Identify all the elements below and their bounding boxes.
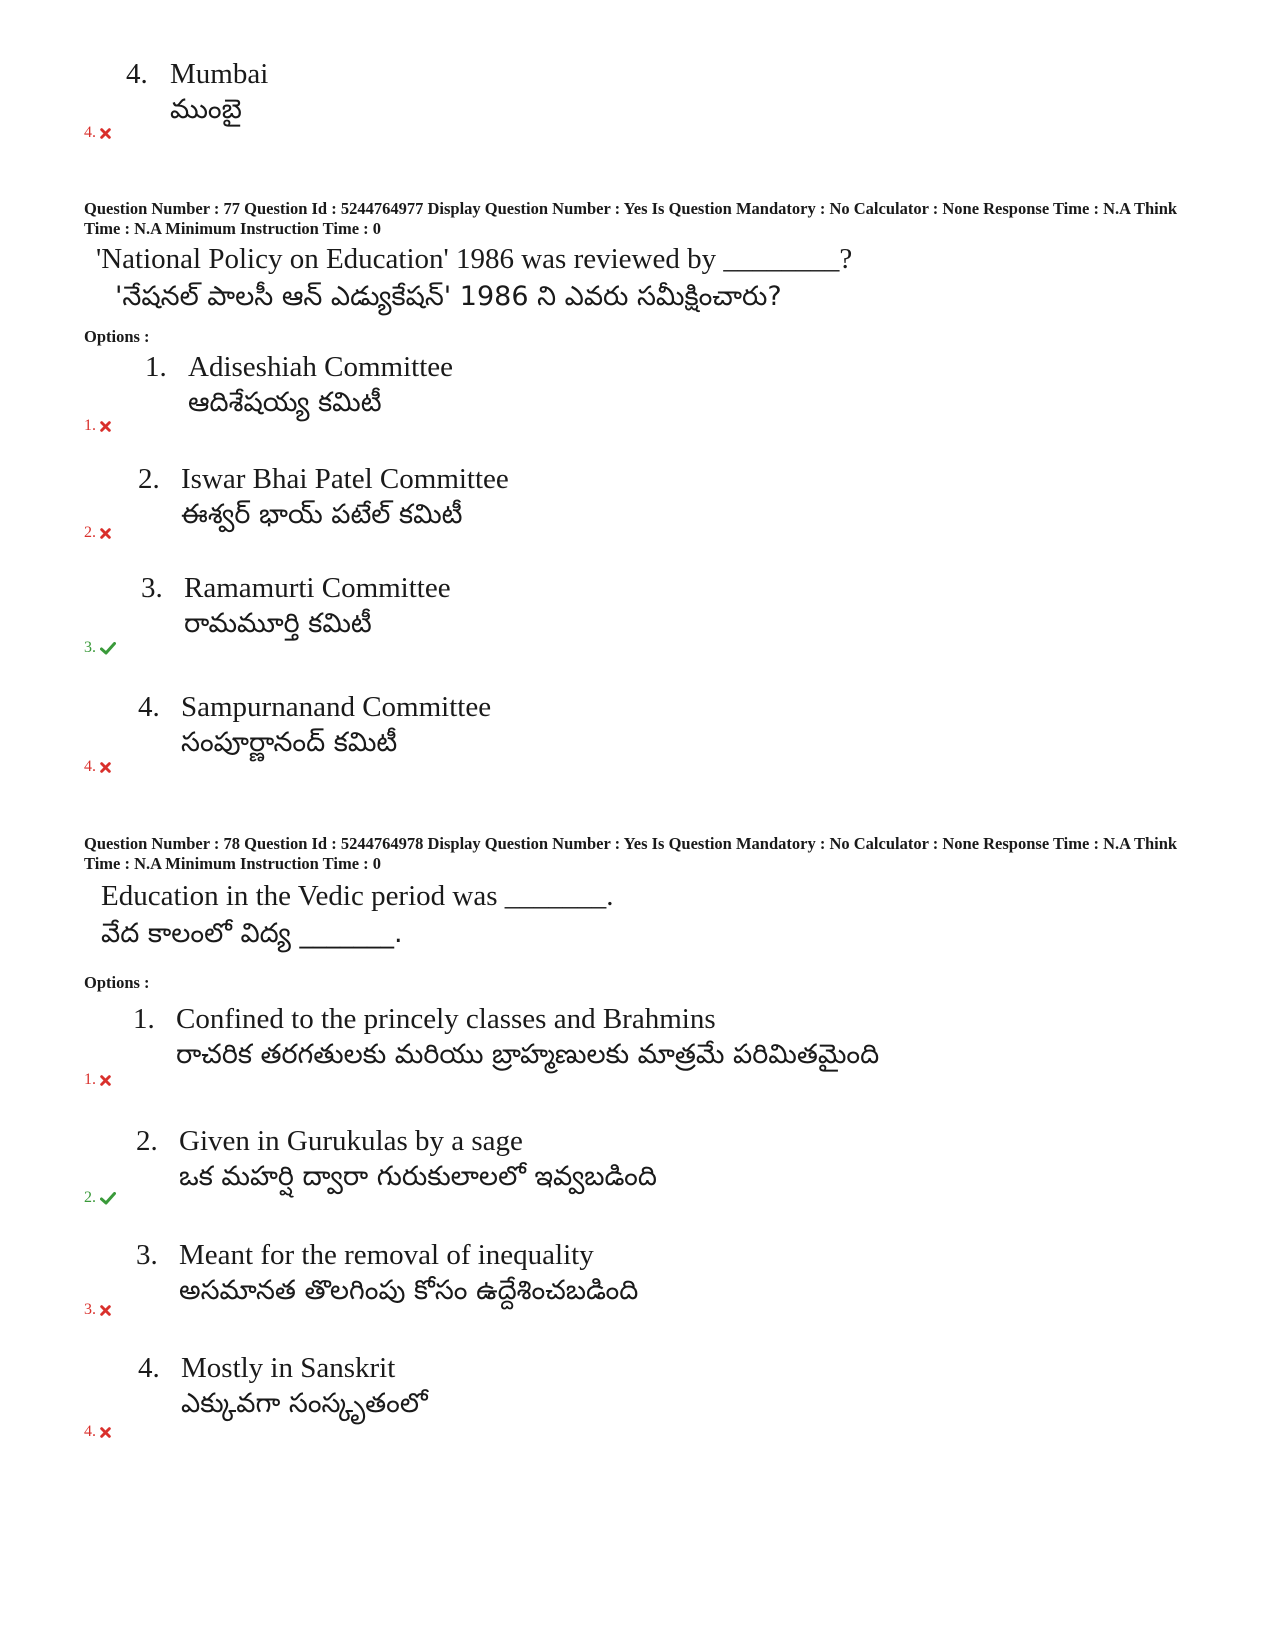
cross-icon [100,128,111,139]
prev-option-4-telugu: ముంబై [170,94,242,125]
q77-option-4-number: 4. [138,691,160,723]
question-77-text-english: 'National Policy on Education' 1986 was reviewed by ________? [96,243,853,275]
q78-option-1-number: 1. [133,1003,155,1035]
prev-option-4-mark [84,124,111,142]
question-78-options-label: Options : [84,973,150,992]
q77-option-3-telugu: రామమూర్తి కమిటీ [184,608,372,639]
cross-icon [100,421,111,432]
cross-icon [100,762,111,773]
cross-icon [100,1427,111,1438]
q77-option-3-english: Ramamurti Committee [184,572,451,604]
prev-option-4-english: Mumbai [170,58,269,90]
q77-option-2-number: 2. [138,463,160,495]
q77-option-4-mark-number: 4. [84,758,96,775]
q77-option-1-number: 1. [145,351,167,383]
q78-option-4-mark-number: 4. [84,1423,96,1440]
prev-option-4-mark-number: 4. [84,124,96,141]
q77-option-2-mark [84,524,111,542]
question-78-text-telugu: వేద కాలంలో విద్య _______. [101,918,403,949]
cross-icon [100,1305,111,1316]
q77-option-1-mark [84,417,111,435]
q78-option-4-english: Mostly in Sanskrit [181,1352,396,1384]
q78-option-3-mark-number: 3. [84,1301,96,1318]
q77-option-2-english: Iswar Bhai Patel Committee [181,463,509,495]
q78-option-2-mark [84,1189,116,1207]
cross-icon [100,528,111,539]
q78-option-4-mark [84,1423,111,1441]
checkmark-icon [100,1192,116,1205]
q78-option-1-mark-number: 1. [84,1071,96,1088]
q78-option-3-number: 3. [136,1239,158,1271]
q77-option-1-telugu: ఆదిశేషయ్య కమిటీ [188,387,382,418]
question-77-text-telugu: 'నేషనల్ పాలసీ ఆన్ ఎడ్యుకేషన్' 1986 ని ఎవరు సమీక్షించారు? [115,281,782,312]
q77-option-1-mark-number: 1. [84,417,96,434]
q77-option-3-mark [84,639,116,657]
checkmark-icon [100,642,116,655]
q78-option-3-telugu: అసమానత తొలగింపు కోసం ఉద్దేశించబడింది [179,1275,639,1306]
q77-option-4-mark [84,758,111,776]
q78-option-3-mark [84,1301,111,1319]
q77-option-4-english: Sampurnanand Committee [181,691,492,723]
q77-option-3-number: 3. [141,572,163,604]
prev-option-4-number: 4. [126,58,148,90]
q78-option-2-english: Given in Gurukulas by a sage [179,1125,523,1157]
q77-option-2-telugu: ఈశ్వర్ భాయ్ పటేల్ కమిటీ [181,499,463,530]
cross-icon [100,1075,111,1086]
q78-option-3-english: Meant for the removal of inequality [179,1239,594,1271]
q77-option-1-english: Adiseshiah Committee [188,351,453,383]
q77-option-4-telugu: సంపూర్ణానంద్ కమిటీ [181,727,398,758]
question-78-text-english: Education in the Vedic period was _______. [101,880,614,912]
q78-option-4-number: 4. [138,1352,160,1384]
question-77-meta: Question Number : 77 Question Id : 5244764977 Display Question Number : Yes Is Question Mandatory : No Calculator : None Response Time : N.A Think Time : N.A Minimum Instruction Time : 0 [84,199,1178,238]
q78-option-1-english: Confined to the princely classes and Brahmins [176,1003,716,1035]
q78-option-1-mark [84,1071,111,1089]
q78-option-2-mark-number: 2. [84,1189,96,1206]
q78-option-2-telugu: ఒక మహర్షి ద్వారా గురుకులాలలో ఇవ్వబడింది [179,1161,657,1192]
q77-option-3-mark-number: 3. [84,639,96,656]
question-78-meta: Question Number : 78 Question Id : 5244764978 Display Question Number : Yes Is Question Mandatory : No Calculator : None Response Time : N.A Think Time : N.A Minimum Instruction Time : 0 [84,834,1178,873]
q78-option-4-telugu: ఎక్కువగా సంస్కృతంలో [181,1388,428,1419]
question-77-options-label: Options : [84,327,150,346]
q78-option-2-number: 2. [136,1125,158,1157]
q77-option-2-mark-number: 2. [84,524,96,541]
q78-option-1-telugu: రాచరిక తరగతులకు మరియు బ్రాహ్మణులకు మాత్రమే పరిమితమైంది [176,1039,880,1070]
